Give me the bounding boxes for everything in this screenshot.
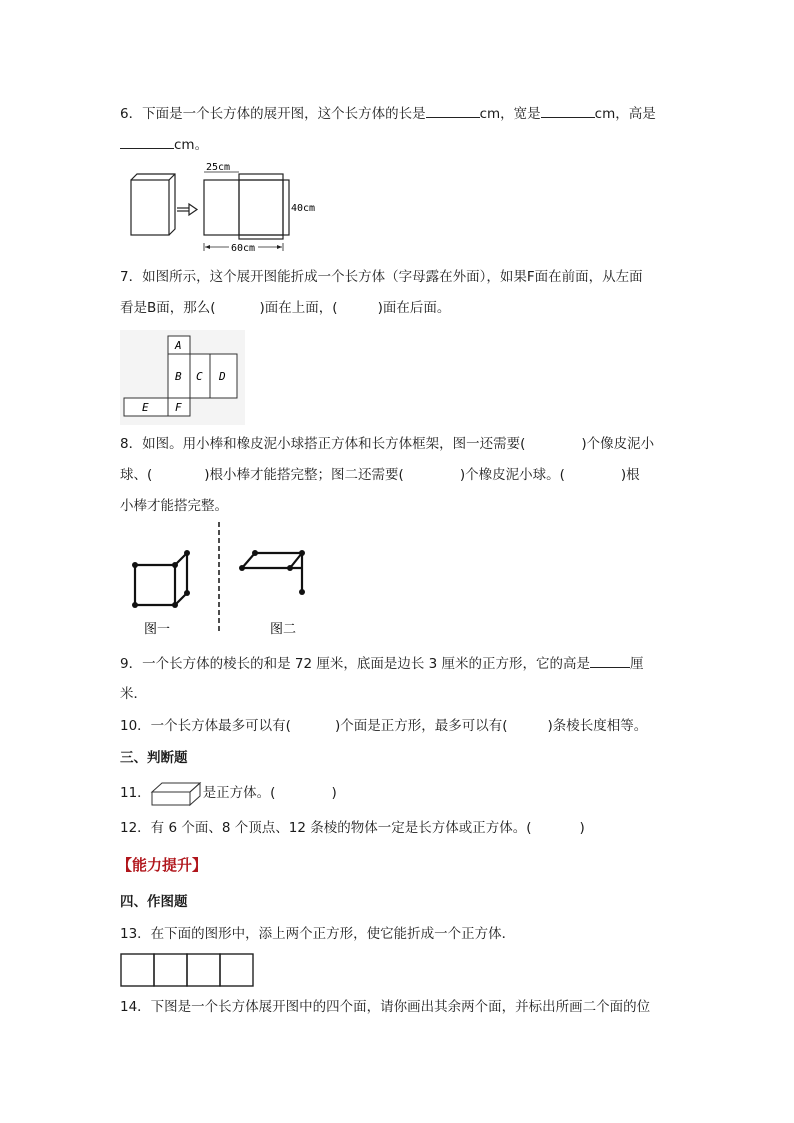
- q12-line: 12．有 6 个面、8 个顶点、12 条棱的物体一定是长方体或正方体。( ): [120, 820, 585, 836]
- q6-line1: 6．下面是一个长方体的展开图，这个长方体的长是 cm，宽是 cm，高是: [120, 103, 656, 124]
- q10-line: 10．一个长方体最多可以有( )个面是正方形，最多可以有( )条棱长度相等。: [120, 718, 648, 734]
- q7-line1: 7．如图所示，这个展开图能折成一个长方体（字母露在外面），如果F面在前面，从左面: [120, 269, 643, 285]
- q11-cuboid-figure: [150, 779, 202, 807]
- face-E: E: [142, 401, 149, 414]
- face-B: B: [175, 370, 182, 383]
- ability-heading: 【能力提升】: [117, 856, 208, 874]
- q8-fig1-label: 图一: [144, 622, 171, 637]
- q8-fig2-label: 图二: [270, 622, 297, 637]
- face-C: C: [196, 370, 203, 383]
- q8-figure: [120, 522, 340, 640]
- arrow-right-icon: [177, 204, 197, 215]
- q8-line3: 小棒才能搭完整。: [120, 498, 228, 514]
- q7-figure: [120, 330, 245, 425]
- q8-line1: 8．如图。用小棒和橡皮泥小球搭正方体和长方体框架，图一还需要( )个像皮泥小: [120, 436, 655, 452]
- q9-line1: 9．一个长方体的棱长的和是 72 厘米，底面是边长 3 厘米的正方形，它的高是 厘: [120, 653, 644, 674]
- q6-line2: cm。: [120, 134, 208, 155]
- q9-line2: 米．: [120, 686, 147, 702]
- q6-label-25cm: 25cm: [206, 162, 231, 173]
- face-A: A: [175, 339, 182, 352]
- q6-figure: [125, 160, 335, 260]
- q6-blank-height[interactable]: [120, 134, 174, 149]
- q11-line: 11． 是正方体。( ): [120, 785, 337, 801]
- face-F: F: [175, 401, 182, 414]
- face-D: D: [219, 370, 226, 383]
- q7-line2: 看是B面，那么( )面在上面，( )面在后面。: [120, 300, 451, 316]
- q8-fig1-frame: [135, 553, 187, 605]
- q14-line: 14．下图是一个长方体展开图中的四个面，请你画出其余两个面，并标出所画二个面的位: [120, 999, 651, 1015]
- q8-fig2-frame: [242, 553, 302, 592]
- q6-blank-width[interactable]: [541, 103, 595, 118]
- section-3-title: 三、判断题: [120, 750, 188, 766]
- q6-label-40cm: 40cm: [291, 203, 316, 214]
- q6-label-60cm: 60cm: [231, 243, 256, 254]
- q9-blank[interactable]: [590, 653, 630, 668]
- q13-squares-figure[interactable]: [120, 953, 256, 989]
- q6-blank-length[interactable]: [426, 103, 480, 118]
- q13-line: 13．在下面的图形中，添上两个正方形，使它能折成一个正方体．: [120, 926, 516, 942]
- q8-line2: 球、( )根小棒才能搭完整；图二还需要( )个橡皮泥小球。( )根: [120, 467, 640, 483]
- section-4-title: 四、作图题: [120, 894, 188, 910]
